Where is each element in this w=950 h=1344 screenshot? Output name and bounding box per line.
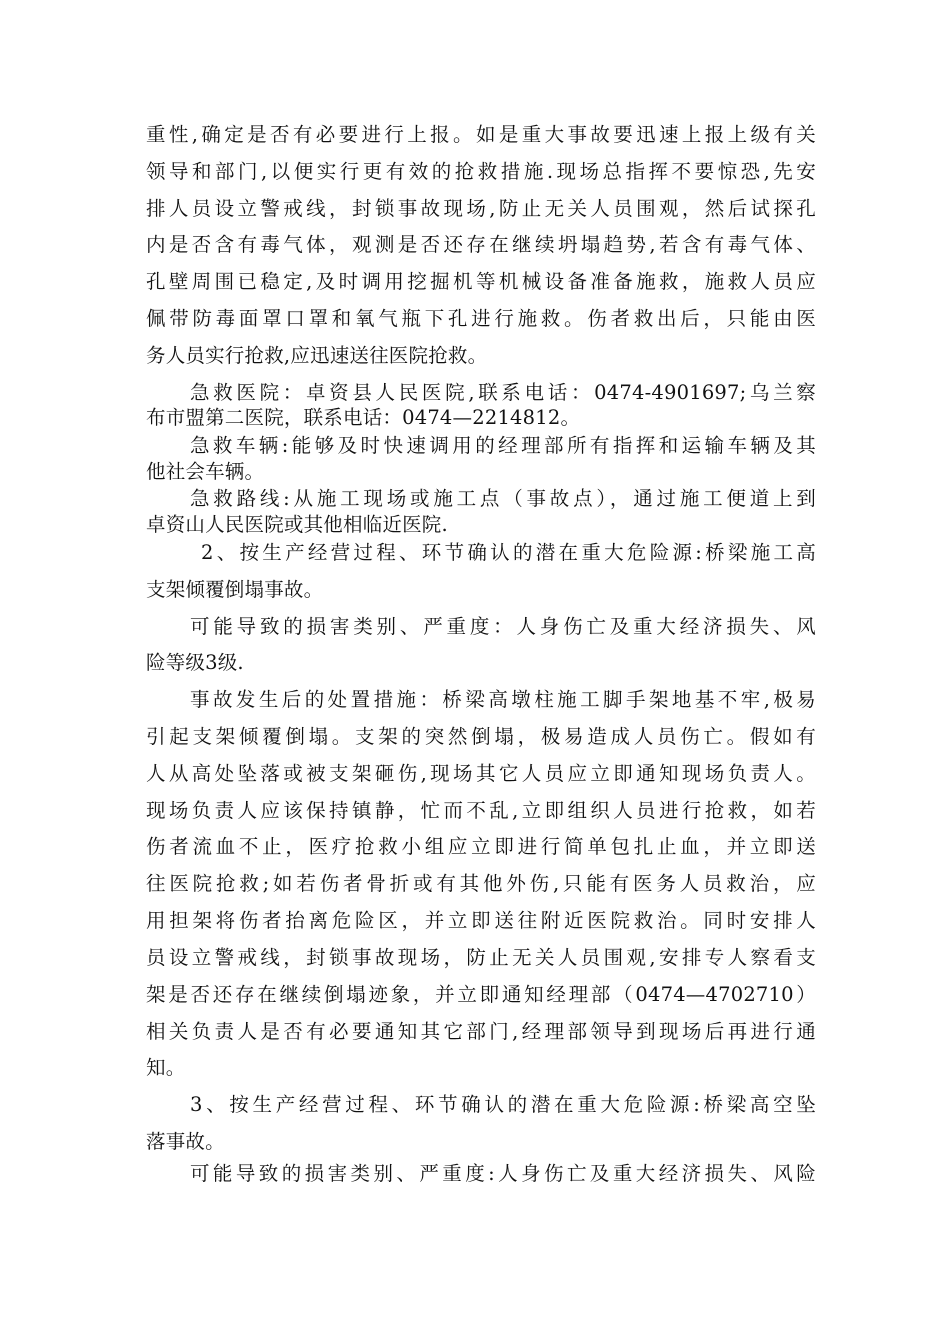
text-line: 险等级3级.	[146, 651, 244, 674]
text-line: 3、按生产经营过程、环节确认的潜在重大危险源:桥梁高空坠	[190, 1093, 816, 1116]
text-line: 知。	[146, 1056, 186, 1079]
text-line: 支架倾覆倒塌事故。	[146, 578, 324, 601]
text-line: 架是否还存在继续倒塌迹象，并立即通知经理部（0474—4702710）	[146, 983, 816, 1006]
text-line: 务人员实行抢救,应迅速送往医院抢救。	[146, 344, 488, 367]
text-line: 急救路线:从施工现场或施工点（事故点），通过施工便道上到	[190, 487, 816, 510]
text-line: 用担架将伤者抬离危险区，并立即送往附近医院救治。同时安排人	[146, 909, 816, 932]
text-line: 布市盟第二医院，联系电话：0474—2214812。	[146, 406, 581, 429]
text-line: 人从高处坠落或被支架砸伤,现场其它人员应立即通知现场负责人。	[146, 762, 816, 785]
text-line: 现场负责人应该保持镇静，忙而不乱,立即组织人员进行抢救，如若	[146, 799, 816, 822]
text-line: 急救车辆:能够及时快速调用的经理部所有指挥和运输车辆及其	[190, 434, 816, 457]
text-line: 领导和部门,以便实行更有效的抢救措施.现场总指挥不要惊恐,先安	[146, 160, 816, 183]
text-line: 往医院抢救;如若伤者骨折或有其他外伤,只能有医务人员救治，应	[146, 872, 816, 895]
text-line: 2、按生产经营过程、环节确认的潜在重大危险源:桥梁施工高	[201, 541, 816, 564]
text-line: 重性,确定是否有必要进行上报。如是重大事故要迅速上报上级有关	[146, 123, 816, 146]
text-line: 可能导致的损害类别、严重度:人身伤亡及重大经济损失、风险	[190, 1162, 816, 1185]
text-line: 可能导致的损害类别、严重度：人身伤亡及重大经济损失、风	[190, 615, 816, 638]
text-line: 卓资山人民医院或其他相临近医院.	[146, 513, 448, 536]
text-line: 伤者流血不止，医疗抢救小组应立即进行简单包扎止血，并立即送	[146, 835, 816, 858]
text-line: 排人员设立警戒线，封锁事故现场,防止无关人员围观，然后试探孔	[146, 197, 816, 220]
text-line: 孔壁周围已稳定,及时调用挖掘机等机械设备准备施救，施救人员应	[146, 270, 816, 293]
text-line: 事故发生后的处置措施：桥梁高墩柱施工脚手架地基不牢,极易	[190, 688, 816, 711]
text-line: 引起支架倾覆倒塌。支架的突然倒塌，极易造成人员伤亡。假如有	[146, 725, 816, 748]
text-line: 佩带防毒面罩口罩和氧气瓶下孔进行施救。伤者救出后，只能由医	[146, 307, 816, 330]
text-line: 他社会车辆。	[146, 460, 265, 483]
text-line: 相关负责人是否有必要通知其它部门,经理部领导到现场后再进行通	[146, 1020, 816, 1043]
text-line: 落事故。	[146, 1130, 225, 1153]
text-line: 急救医院：卓资县人民医院,联系电话：0474-4901697;乌兰察	[190, 381, 816, 404]
text-line: 员设立警戒线，封锁事故现场，防止无关人员围观,安排专人察看支	[146, 946, 816, 969]
text-line: 内是否含有毒气体，观测是否还存在继续坍塌趋势,若含有毒气体、	[146, 233, 816, 256]
